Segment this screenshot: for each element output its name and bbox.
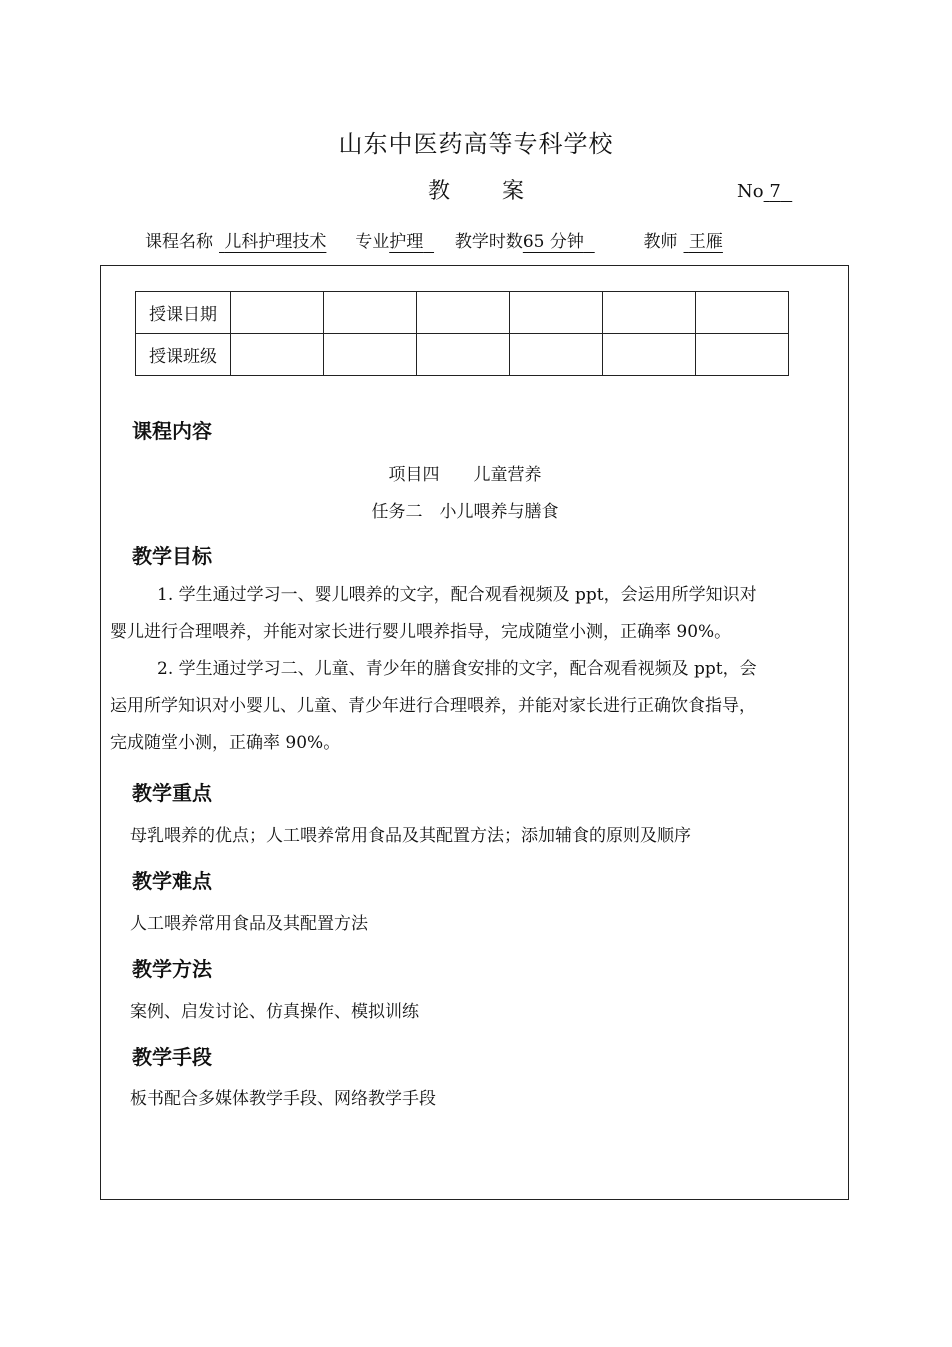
title-char-right: 案 — [502, 179, 525, 204]
lesson-number — [737, 181, 792, 202]
course-meta-line — [145, 227, 723, 252]
table-cell — [231, 334, 324, 376]
major-label: 专业 — [355, 232, 390, 252]
table-cell — [510, 292, 603, 334]
table-cell — [417, 334, 510, 376]
title-char-left: 教 — [427, 179, 450, 204]
course-name-value: 儿科护理技术 — [224, 232, 327, 252]
table-cell — [231, 292, 324, 334]
table-cell — [603, 334, 696, 376]
means-heading: 教学手段 — [132, 1045, 212, 1069]
table-cell — [696, 292, 789, 334]
goal-1-line-2: 婴儿进行合理喂养，并能对家长进行婴儿喂养指导，完成随堂小测，正确率 90%。 — [110, 622, 732, 642]
goals-heading: 教学目标 — [132, 544, 212, 568]
difficulties-text: 人工喂养常用食品及其配置方法 — [130, 914, 368, 934]
hours-value: 65 分钟 — [522, 232, 584, 252]
methods-heading: 教学方法 — [132, 957, 212, 981]
major-value: 护理 — [389, 232, 424, 252]
teacher-label: 教师 — [643, 232, 678, 252]
content-heading: 课程内容 — [132, 419, 212, 443]
class-label-cell: 授课班级 — [136, 334, 231, 376]
table-row — [136, 334, 789, 376]
table-cell — [603, 292, 696, 334]
project-title: 项目四 儿童营养 — [388, 465, 542, 485]
key-points-text: 母乳喂养的优点；人工喂养常用食品及其配置方法；添加辅食的原则及顺序 — [130, 826, 691, 846]
schedule-table — [135, 291, 789, 376]
date-label-cell: 授课日期 — [136, 292, 231, 334]
table-cell — [417, 292, 510, 334]
goal-1-line-1: 1. 学生通过学习一、婴儿喂养的文字，配合观看视频及 ppt，会运用所学知识对 — [157, 585, 757, 605]
school-name: 山东中医药高等专科学校 — [338, 130, 614, 158]
means-text: 板书配合多媒体教学手段、网络教学手段 — [130, 1089, 436, 1109]
key-points-heading: 教学重点 — [132, 781, 212, 805]
teacher-value: 王雁 — [688, 232, 723, 252]
table-cell — [324, 334, 417, 376]
table-cell — [324, 292, 417, 334]
goal-2-line-3: 完成随堂小测，正确率 90%。 — [110, 733, 341, 753]
goal-2-line-2: 运用所学知识对小婴儿、儿童、青少年进行合理喂养，并能对家长进行正确饮食指导， — [110, 696, 756, 716]
lesson-number-value: 7 — [769, 181, 781, 202]
table-cell — [510, 334, 603, 376]
methods-text: 案例、启发讨论、仿真操作、模拟训练 — [130, 1002, 419, 1022]
document-title — [0, 174, 952, 205]
course-name-label: 课程名称 — [145, 232, 213, 252]
table-row — [136, 292, 789, 334]
task-title: 任务二 小儿喂养与膳食 — [371, 502, 559, 522]
difficulties-heading: 教学难点 — [132, 869, 212, 893]
hours-label: 教学时数 — [454, 232, 523, 252]
table-cell — [696, 334, 789, 376]
goal-2-line-1: 2. 学生通过学习二、儿童、青少年的膳食安排的文字，配合观看视频及 ppt，会 — [157, 659, 757, 679]
lesson-number-label: No — [737, 181, 764, 202]
